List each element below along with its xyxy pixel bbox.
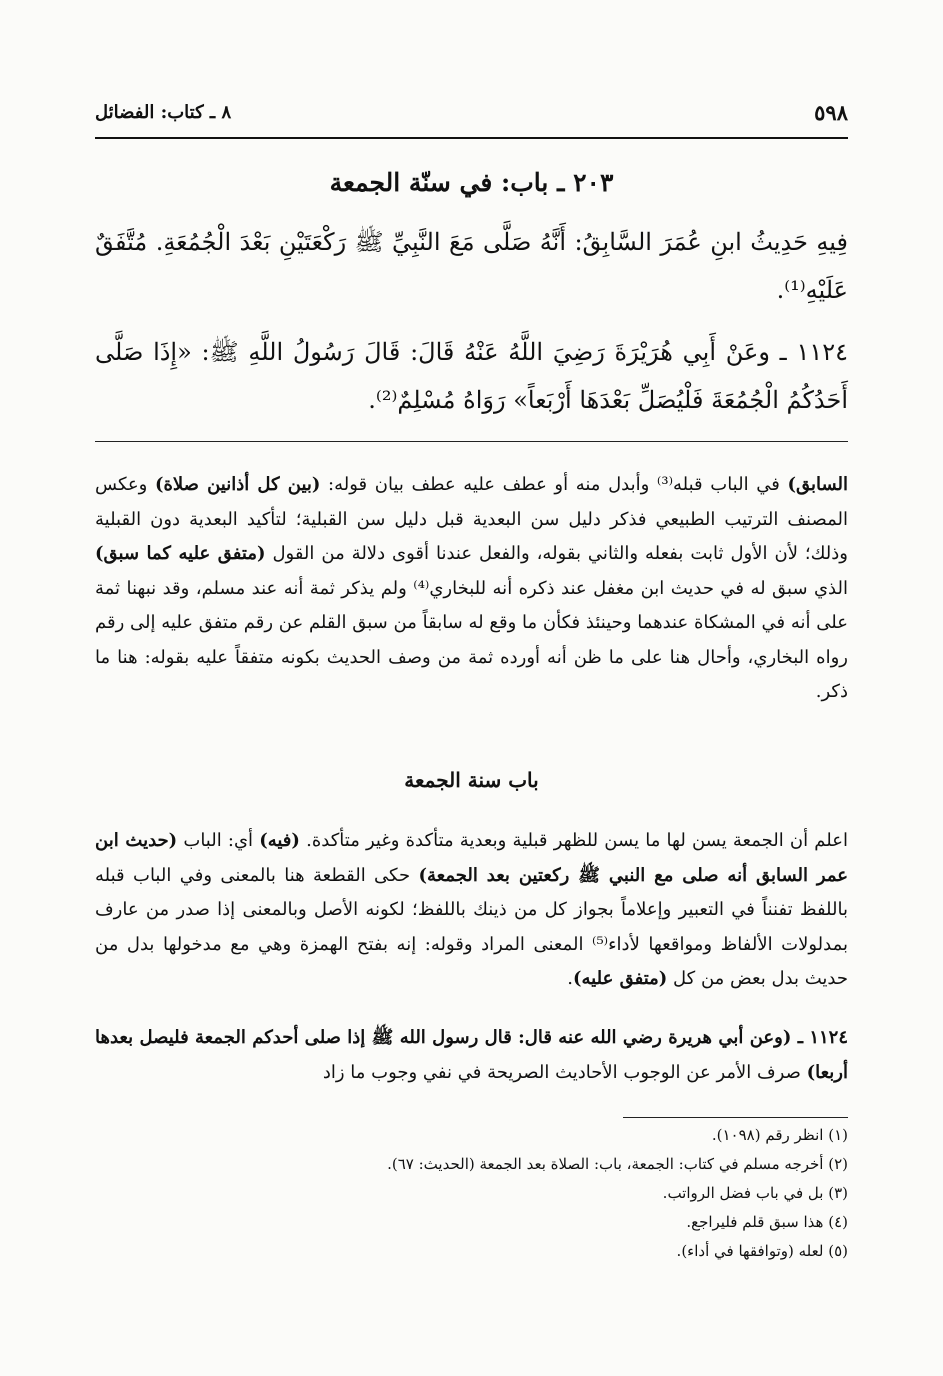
header-rule [95,137,848,139]
footnote: (٢) أخرجه مسلم في كتاب: الجمعة، باب: الصلاة بعد الجمعة (الحديث: ٦٧). [387,1155,848,1173]
commentary-paragraph-3 [95,1021,848,1090]
page-header [95,100,848,140]
quoted-text: (بين كل أذانين صلاة) [154,474,321,495]
commentary-text: في الباب قبله⁽³⁾ وأبدل منه أو عطف عليه عطف بيان قوله: [320,474,788,495]
matn-paragraph-2: ١١٢٤ ـ وعَنْ أَبِي هُرَيْرَةَ رَضِيَ اللَّهُ عَنْهُ قَالَ: قَالَ رَسُولُ اللَّهِ ﷺ: «إِذَا صَلَّى أَحَدُكُمُ الْجُمُعَةَ فَلْيُصَلِّ بَعْدَهَا أَرْبَعاً» رَوَاهُ مُسْلِمٌ⁽²⁾. [95,338,848,414]
quoted-text: ١١٢٤ ـ (وعن أبي هريرة رضي الله عنه قال: قال رسول الله ﷺ إذا صلى أحدكم الجمعة فليصل بعدها أربعا) [95,1027,848,1083]
quoted-text: (متفق عليه) [573,968,668,989]
text-commentary-divider [95,441,848,442]
commentary-paragraph-1 [95,468,848,710]
matn-paragraph-1: فِيهِ حَدِيثُ ابنِ عُمَرَ السَّابِقُ: أَنَّهُ صَلَّى مَعَ النَّبِيِّ ﷺ رَكْعَتَيْنِ بَعْدَ الْجُمُعَةِ. مُتَّفَقٌ عَلَيْهِ⁽¹⁾. [95,228,848,304]
footnote: (١) انظر رقم (١٠٩٨). [711,1126,848,1144]
commentary-paragraph-2 [95,824,848,997]
footnote: (٤) هذا سبق قلم فليراجع. [686,1213,848,1231]
commentary-text: حكى القطعة هنا بالمعنى وفي الباب قبله باللفظ تفنناً في التعبير وإعلاماً بجواز كل من ذينك باللفظ؛ لكونه الأصل وبالمعنى إذا صدر من عارف بمدلولات الألفاظ ومواقعها لأداء⁽⁵⁾ المعنى المراد وقوله: إنه بفتح الهمزة وهي مع مدخولها بدل من حديث بدل بعض من كل [95,864,849,989]
quoted-text: السابق) [787,474,849,495]
quoted-text: (حديث ابن عمر السابق أنه صلى مع النبي ﷺ ركعتين بعد الجمعة) [95,830,849,886]
commentary-text: الذي سبق له في حديث ابن مغفل عند ذكره أنه للبخاري⁽⁴⁾ ولم يذكر ثمة أنه عند مسلم، وقد نبهنا ثمة على أنه في المشكاة عندهما وحينئذ فكأن ما وقع له سابقاً من سبق القلم عن رقم متفق عليه إلى رقم رواه البخاري، وأحال هنا على ما ظن أنه أورده ثمة من وصف الحديث بكونه متفقاً عليه بقوله: هنا ما ذكر. [95,577,848,702]
footnote-rule [623,1117,848,1118]
commentary-text: صرف الأمر عن الوجوب الأحاديث الصريحة في نفي وجوب ما زاد [322,1061,807,1083]
section-title: باب سنة الجمعة [404,768,539,792]
commentary-text: وعكس المصنف الترتيب الطبيعي فذكر دليل سن البعدية قبل دليل سن القبلية؛ لتأكيد البعدية دون القبلية وذلك؛ لأن الأول ثابت بفعله والثاني بقوله، والفعل عندنا أقوى دلالة من القول [95,474,848,564]
commentary-text: أي: الباب [177,830,260,851]
running-title: ٨ ـ كتاب: الفضائل [95,102,232,123]
quoted-text: (متفق عليه كما سبق) [95,543,266,564]
page-number: ٥٩٨ [814,100,848,125]
quoted-text: (فيه) [259,830,300,851]
footnotes [95,1121,848,1266]
footnote: (٥) لعله (وتوافقها في أداء). [676,1242,848,1260]
commentary-text: . [567,968,574,989]
chapter-title: ٢٠٣ ـ باب: في سنّة الجمعة [329,168,614,197]
commentary-text: اعلم أن الجمعة يسن لها ما يسن للظهر قبلية وبعدية متأكدة وغير متأكدة. [299,830,848,851]
footnote: (٣) بل في باب فضل الرواتب. [662,1184,848,1202]
